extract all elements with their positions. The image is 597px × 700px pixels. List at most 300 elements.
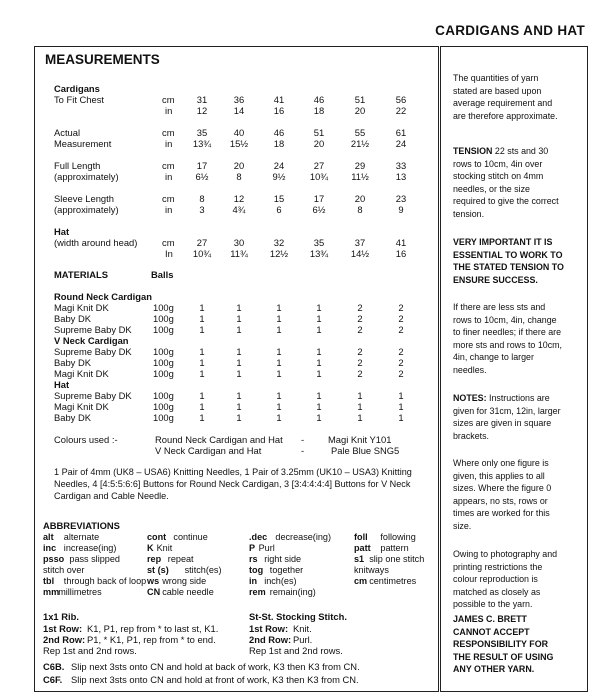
measurement-value: 6½ (312, 204, 326, 215)
abbreviation-key: st (s) (147, 565, 169, 575)
sidebar-line (453, 573, 593, 586)
hat-value: 16 (395, 248, 407, 259)
abbreviations-title: ABBREVIATIONS (43, 520, 120, 531)
hat-label: Hat (54, 226, 70, 237)
sidebar-line (453, 651, 593, 664)
abbreviation-key: in (249, 576, 258, 586)
sidebar-line (453, 85, 593, 98)
balls-label: Balls (151, 269, 174, 280)
abbreviation-key: P (249, 543, 256, 553)
sidebar-line (453, 261, 593, 274)
sidebar-paragraph-fewer (453, 301, 593, 377)
sidebar-line (453, 301, 593, 314)
sidebar-text: colour reproduction is (453, 574, 538, 585)
sidebar-text: stated are based upon (453, 85, 542, 96)
ball-count: 1 (316, 390, 322, 401)
sidebar-notes (440, 46, 588, 692)
sidebar-text: printing restrictions the (453, 561, 543, 572)
abbreviation-value: through back of loop (63, 576, 147, 586)
ball-count: 1 (236, 368, 242, 379)
sidebar-line (453, 548, 593, 561)
ball-count: 1 (199, 357, 205, 368)
hat-value: 30 (233, 237, 245, 248)
sidebar-text: given for 31cm, 12in, larger (453, 405, 561, 416)
yarn-name: Supreme Baby DK (54, 390, 132, 401)
yarn-weight: 100g (153, 390, 174, 401)
ball-count: 1 (316, 324, 322, 335)
sidebar-line (453, 561, 593, 574)
ball-count: 1 (276, 324, 282, 335)
ball-count: 1 (398, 401, 404, 412)
sidebar-text: are therefore approximate. (453, 110, 558, 121)
yarn-name: Magi Knit DK (54, 302, 109, 313)
sidebar-line (453, 326, 593, 339)
measurement-value: 20 (354, 105, 366, 116)
ball-count: 2 (357, 357, 363, 368)
ball-count: 1 (236, 390, 242, 401)
abbreviation-value: cable needle (162, 587, 214, 597)
measurement-value: 24 (395, 138, 407, 149)
needles-text: 1 Pair of 4mm (UK8 – USA6) Knitting Needles, 1 Pair of 3.25mm (UK10 – USA3) Knitting (54, 467, 412, 477)
sidebar-paragraph-one_figure (453, 457, 593, 533)
ball-count: 1 (276, 401, 282, 412)
measurement-value: 12 (196, 105, 208, 116)
abbreviation-key: rep (147, 554, 162, 564)
sidebar-line (453, 430, 593, 443)
sidebar-text: The quantities of yarn (453, 73, 539, 83)
measurement-label: Measurement (54, 138, 112, 149)
measurement-value: 8 (199, 193, 205, 204)
sidebar-text: rows to 10cm, 4in, change (453, 314, 557, 325)
abbreviation-key: foll (354, 532, 368, 542)
sidebar-paragraph-quantities (453, 72, 593, 122)
abbreviation-value: pass slipped (69, 554, 120, 564)
sidebar-text: sizes are given in square (453, 418, 552, 429)
sidebar-line (453, 405, 593, 418)
yarn-weight: 100g (153, 401, 174, 412)
ball-count: 1 (316, 313, 322, 324)
unit-label: in (165, 138, 173, 149)
abbreviation-value: repeat (167, 554, 194, 564)
sidebar-text: 4in, change to larger (453, 352, 534, 363)
ball-count: 1 (276, 357, 282, 368)
ball-count: 1 (276, 390, 282, 401)
measurement-value: 10¾ (309, 171, 329, 182)
sidebar-text: Owing to photography and (453, 549, 558, 559)
sidebar-text: times are worked for this (453, 508, 550, 519)
sidebar-text: JAMES C. BRETT (453, 614, 527, 624)
pattern-frame (34, 46, 439, 692)
ball-count: 1 (199, 390, 205, 401)
sidebar-text: ANY OTHER YARN. (453, 664, 535, 675)
sidebar-line (453, 417, 593, 430)
measurement-value: 18 (313, 105, 325, 116)
measurement-value: 29 (354, 160, 366, 171)
measurement-value: 17 (313, 193, 325, 204)
abbreviation-value: increase(ing) (63, 543, 117, 553)
material-group-name: Round Neck Cardigan (54, 291, 152, 302)
measurement-value: 40 (233, 127, 245, 138)
sidebar-text: THE STATED TENSION TO (453, 262, 564, 273)
ball-count: 1 (236, 357, 242, 368)
measurement-value: 61 (395, 127, 407, 138)
sidebar-text: given, this applies to all (453, 470, 545, 481)
ball-count: 1 (316, 368, 322, 379)
ball-count: 1 (199, 324, 205, 335)
abbreviation-key: alt (43, 532, 54, 542)
hat-value: 13¾ (309, 248, 329, 259)
abbreviation-value: wrong side (162, 576, 207, 586)
abbreviation-key: tog (249, 565, 264, 575)
measurement-value: 9 (398, 204, 404, 215)
sidebar-line (453, 351, 593, 364)
sidebar-line (453, 663, 593, 676)
sidebar-line (453, 626, 593, 639)
stocking-row-text: Knit. (293, 623, 312, 634)
ball-count: 1 (199, 346, 205, 357)
stocking-row-key: 2nd Row: (249, 634, 292, 645)
measurement-value: 16 (273, 105, 285, 116)
cable-text: Slip next 3sts onto CN and hold at front of work, K3 then K3 from CN. (71, 674, 359, 685)
measurement-label: Sleeve Length (54, 193, 114, 204)
colour-name: Pale Blue SNG5 (331, 445, 400, 456)
abbreviation-value: inch(es) (264, 576, 297, 586)
ball-count: 1 (236, 412, 242, 423)
unit-label: cm (162, 127, 175, 138)
hat-value: 35 (313, 237, 325, 248)
sidebar-text: 22 sts and 30 (492, 146, 549, 156)
abbreviation-value: stitch(es) (184, 565, 222, 575)
abbreviation-value: alternate (63, 532, 100, 542)
sidebar-line (453, 110, 593, 123)
measurement-value: 20 (354, 193, 366, 204)
yarn-name: Baby DK (54, 412, 91, 423)
measurements-title: MEASUREMENTS (45, 52, 160, 67)
sidebar-line (453, 195, 593, 208)
sidebar-text: needles, or the size (453, 183, 530, 194)
ball-count: 1 (236, 324, 242, 335)
measurement-value: 56 (395, 94, 407, 105)
ball-count: 1 (316, 357, 322, 368)
measurement-value: 6½ (195, 171, 209, 182)
abbreviation-key: patt (354, 543, 371, 553)
abbreviation-value: continue (173, 532, 208, 542)
ball-count: 1 (398, 412, 404, 423)
measurement-value: 27 (313, 160, 325, 171)
measurement-value: 15 (273, 193, 285, 204)
measurement-value: 17 (196, 160, 208, 171)
sidebar-text: required to give the correct (453, 196, 559, 207)
hat-value: 37 (354, 237, 366, 248)
ball-count: 1 (357, 412, 363, 423)
yarn-name: Baby DK (54, 313, 91, 324)
hat-value: 10¾ (192, 248, 212, 259)
measurement-value: 35 (196, 127, 208, 138)
measurement-value: 9½ (272, 171, 286, 182)
sidebar-text: appears, no sts, rows or (453, 495, 548, 506)
rib-row-text: P1, * K1, P1, rep from * to end. (87, 634, 216, 645)
sidebar-text: to finer needles; if there are (453, 327, 562, 338)
sidebar-line (453, 364, 593, 377)
measurement-value: 18 (273, 138, 285, 149)
abbreviation-key: inc (43, 543, 57, 553)
abbreviation-key: CN (147, 587, 161, 597)
sidebar-line (453, 145, 593, 158)
ball-count: 1 (276, 313, 282, 324)
abbreviation-value: pattern (380, 543, 409, 553)
sidebar-text: ENSURE SUCCESS. (453, 274, 538, 285)
sidebar-line (453, 495, 593, 508)
ball-count: 1 (236, 313, 242, 324)
yarn-name: Supreme Baby DK (54, 324, 132, 335)
sidebar-text: more sts and rows to 10cm, (453, 339, 563, 350)
sidebar-line (453, 274, 593, 287)
unit-label: cm (162, 160, 175, 171)
yarn-weight: 100g (153, 313, 174, 324)
needles-text: Needles, 4 [4:5:5:6:6] Buttons for Round Neck Cardigan, 3 [3:4:4:4:4] Buttons for V Neck (54, 479, 411, 489)
ball-count: 2 (357, 302, 363, 313)
ball-count: 2 (357, 346, 363, 357)
sidebar-text: CANNOT ACCEPT (453, 626, 530, 637)
unit-label: cm (162, 237, 175, 248)
ball-count: 1 (276, 412, 282, 423)
colour-dash: - (301, 434, 305, 445)
sidebar-line (453, 598, 593, 611)
yarn-weight: 100g (153, 346, 174, 357)
yarn-weight: 100g (153, 324, 174, 335)
ball-count: 1 (276, 346, 282, 357)
abbreviation-value: Purl (258, 543, 275, 553)
sidebar-label: TENSION (453, 146, 493, 156)
measurement-value: 13¾ (192, 138, 212, 149)
abbreviation-key: rs (249, 554, 258, 564)
ball-count: 2 (398, 368, 404, 379)
ball-count: 1 (236, 346, 242, 357)
sidebar-line (453, 638, 593, 651)
hat-value: 41 (395, 237, 407, 248)
abbreviation-key: tbl (43, 576, 55, 586)
colours-label: Colours used :- (54, 434, 118, 445)
sidebar-line (453, 392, 593, 405)
needles-text: Cardigan and Cable Needle. (54, 491, 169, 501)
abbreviation-value: following (380, 532, 416, 542)
sidebar-text: ESSENTIAL TO WORK TO (453, 249, 563, 260)
measurement-label: Actual (54, 127, 81, 138)
sidebar-text: rows to 10cm, 4in over (453, 158, 543, 169)
ball-count: 2 (398, 302, 404, 313)
yarn-name: Magi Knit DK (54, 368, 109, 379)
abbreviation-value: knitways (354, 565, 389, 575)
stocking-row-text: Rep 1st and 2nd rows. (249, 645, 343, 656)
ball-count: 2 (357, 368, 363, 379)
sidebar-text: Where only one figure is (453, 458, 549, 468)
sidebar-line (453, 72, 593, 85)
sidebar-line (453, 470, 593, 483)
ball-count: 1 (236, 302, 242, 313)
stocking-row-key: 1st Row: (249, 623, 289, 634)
abbreviation-value: stitch over (43, 565, 85, 575)
measurement-value: 46 (313, 94, 325, 105)
abbreviation-value: remain(ing) (269, 587, 316, 597)
sidebar-text: possible to the yarn. (453, 599, 533, 610)
ball-count: 1 (199, 401, 205, 412)
hat-value: 11¾ (230, 248, 248, 259)
sidebar-text: THE RESULT OF USING (453, 651, 554, 662)
measurement-value: 33 (395, 160, 407, 171)
measurement-value: 11½ (351, 171, 369, 182)
ball-count: 1 (199, 368, 205, 379)
measurement-value: 51 (313, 127, 325, 138)
measurement-value: 6 (276, 204, 282, 215)
unit-label: In (165, 248, 173, 259)
colour-dash: - (301, 445, 305, 456)
sidebar-line (453, 339, 593, 352)
sidebar-text: VERY IMPORTANT IT IS (453, 237, 553, 247)
sidebar-text: RESPONSIBILITY FOR (453, 639, 549, 650)
abbreviation-key: mm (43, 587, 60, 597)
abbreviation-value: together (269, 565, 304, 575)
ball-count: 2 (398, 357, 404, 368)
unit-label: in (165, 204, 173, 215)
sidebar-text: tension. (453, 208, 485, 219)
hat-value: 12½ (269, 248, 289, 259)
abbreviation-value: decrease(ing) (275, 532, 331, 542)
sidebar-text: size. (453, 520, 472, 531)
abbreviation-value: Knit (156, 543, 173, 553)
stocking-row-text: Purl. (293, 634, 313, 645)
measurement-value: 31 (196, 94, 208, 105)
ball-count: 1 (199, 302, 205, 313)
measurement-label: To Fit Chest (54, 94, 105, 105)
ball-count: 1 (357, 390, 363, 401)
rib-row-text: Rep 1st and 2nd rows. (43, 645, 137, 656)
measurement-label: (approximately) (54, 204, 119, 215)
cardigans-label: Cardigans (54, 83, 100, 94)
measurement-value: 8 (357, 204, 363, 215)
ball-count: 1 (316, 401, 322, 412)
ball-count: 1 (199, 313, 205, 324)
sidebar-line (453, 158, 593, 171)
ball-count: 2 (357, 324, 363, 335)
material-group-name: Hat (54, 379, 70, 390)
ball-count: 1 (236, 401, 242, 412)
sidebar-text: Instructions are (486, 393, 550, 403)
sidebar-text: brackets. (453, 430, 490, 441)
abbreviation-key: K (147, 543, 154, 553)
ball-count: 2 (398, 346, 404, 357)
cable-key: C6F. (43, 674, 63, 685)
abbreviation-key: s1 (354, 554, 365, 564)
ball-count: 1 (316, 412, 322, 423)
sidebar-paragraph-important (453, 236, 593, 286)
abbreviation-value: centimetres (369, 576, 417, 586)
colour-item: V Neck Cardigan and Hat (155, 445, 262, 456)
ball-count: 2 (398, 324, 404, 335)
abbreviation-key: ws (147, 576, 160, 586)
measurement-value: 8 (236, 171, 242, 182)
material-group-name: V Neck Cardigan (54, 335, 129, 346)
rib-row-key: 2nd Row: (43, 634, 86, 645)
cable-text: Slip next 3sts onto CN and hold at back of work, K3 then K3 from CN. (71, 661, 360, 672)
colour-name: Magi Knit Y101 (328, 434, 392, 445)
measurement-value: 15½ (229, 138, 249, 149)
measurement-label: (approximately) (54, 171, 119, 182)
unit-label: in (165, 171, 173, 182)
rib-row-key: 1st Row: (43, 623, 83, 634)
ball-count: 1 (316, 346, 322, 357)
ball-count: 1 (276, 368, 282, 379)
measurement-value: 55 (354, 127, 366, 138)
sidebar-line (453, 97, 593, 110)
sidebar-line (453, 314, 593, 327)
sidebar-text: average requirement and (453, 98, 553, 109)
yarn-weight: 100g (153, 412, 174, 423)
sidebar-line (453, 208, 593, 221)
unit-label: in (165, 105, 173, 116)
measurement-label: Full Length (54, 160, 101, 171)
cable-key: C6B. (43, 661, 65, 672)
measurement-value: 14 (233, 105, 245, 116)
yarn-name: Supreme Baby DK (54, 346, 132, 357)
measurement-value: 13 (395, 171, 407, 182)
ball-count: 1 (398, 390, 404, 401)
measurement-value: 20 (313, 138, 325, 149)
sidebar-text: matched as closely as (453, 586, 541, 597)
sidebar-line (453, 586, 593, 599)
sidebar-text: needles. (453, 364, 487, 375)
hat-value: 14½ (350, 248, 370, 259)
sidebar-line (453, 170, 593, 183)
sidebar-paragraph-photo (453, 548, 593, 611)
yarn-weight: 100g (153, 302, 174, 313)
ball-count: 1 (316, 302, 322, 313)
sidebar-text: stocking stitch on 4mm (453, 171, 544, 182)
hat-width-label: (width around head) (54, 237, 138, 248)
ball-count: 1 (357, 401, 363, 412)
measurement-value: 4¾ (232, 204, 246, 215)
abbreviation-key: psso (43, 554, 65, 564)
materials-title: MATERIALS (54, 269, 108, 280)
abbreviation-key: rem (249, 587, 266, 597)
sidebar-line (453, 520, 593, 533)
sidebar-label: NOTES: (453, 393, 487, 403)
measurement-value: 36 (233, 94, 245, 105)
hat-value: 27 (196, 237, 208, 248)
sidebar-paragraph-tension (453, 145, 593, 221)
measurement-value: 46 (273, 127, 285, 138)
yarn-weight: 100g (153, 357, 174, 368)
measurement-value: 21½ (350, 138, 370, 149)
abbreviation-key: cm (354, 576, 368, 586)
measurement-value: 3 (199, 204, 205, 215)
abbreviation-value: slip one stitch (369, 554, 425, 564)
sidebar-line (453, 613, 593, 626)
measurement-value: 41 (273, 94, 285, 105)
sidebar-paragraph-notes (453, 392, 593, 442)
sidebar-line (453, 457, 593, 470)
sidebar-line (453, 482, 593, 495)
abbreviation-key: .dec (249, 532, 268, 542)
yarn-name: Magi Knit DK (54, 401, 109, 412)
sidebar-text: If there are less sts and (453, 302, 546, 312)
measurement-value: 12 (233, 193, 245, 204)
measurement-value: 22 (395, 105, 407, 116)
rib-title: 1x1 Rib. (43, 611, 79, 622)
abbreviation-value: millimetres (58, 587, 102, 597)
sidebar-line (453, 249, 593, 262)
abbreviation-value: right side (264, 554, 302, 564)
ball-count: 2 (398, 313, 404, 324)
